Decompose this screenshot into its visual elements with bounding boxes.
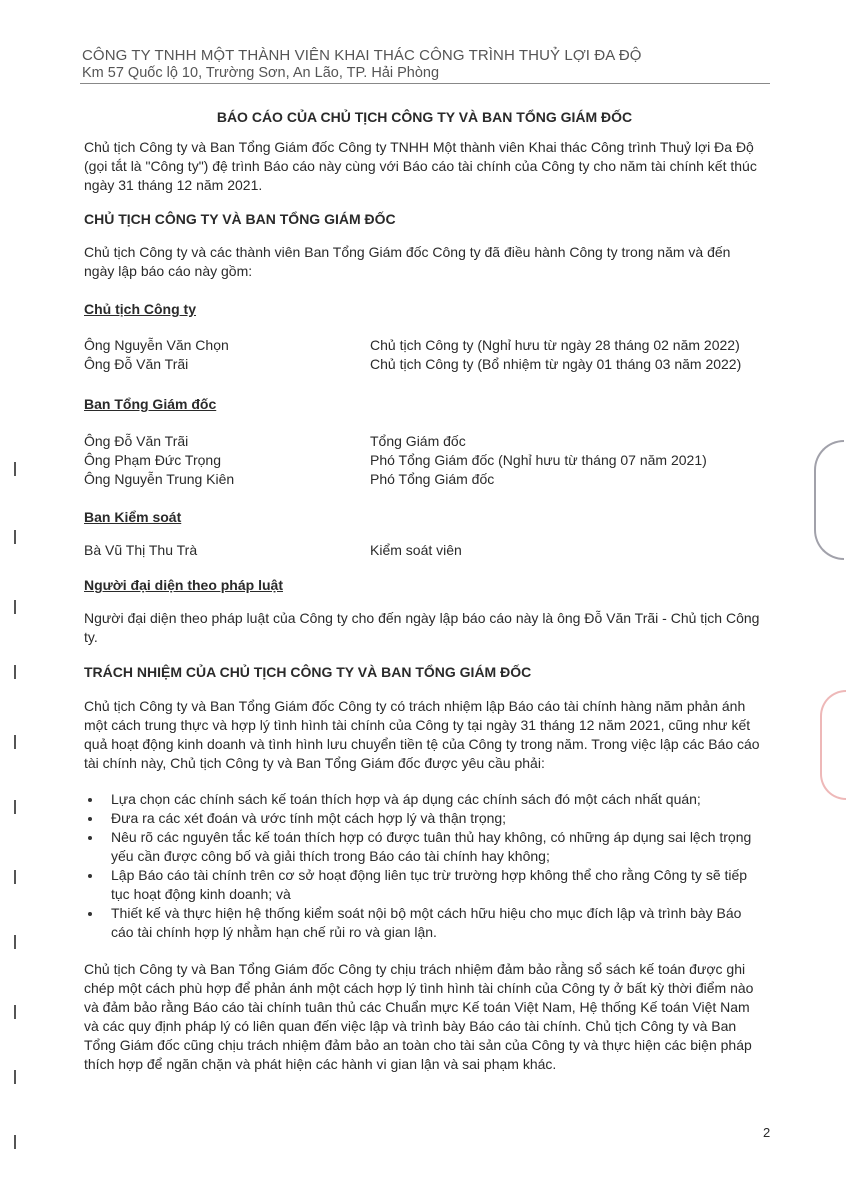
intro-paragraph bbox=[84, 138, 757, 195]
bullet-icon bbox=[88, 836, 92, 840]
scan-edge-mark bbox=[14, 870, 16, 884]
page-number: 2 bbox=[763, 1125, 771, 1140]
control-list bbox=[84, 541, 784, 560]
subheading-legal: Người đại diện theo pháp luật bbox=[84, 577, 283, 593]
subheading-chairman: Chủ tịch Công ty bbox=[84, 301, 196, 317]
text-line: thích hợp để ngăn chặn và phát hiện các hành vi gian lận và sai phạm khác. bbox=[84, 1056, 557, 1072]
member-name: Bà Vũ Thị Thu Trà bbox=[84, 542, 198, 558]
text-line: ngày 31 tháng 12 năm 2021. bbox=[84, 177, 263, 193]
member-role: Chủ tịch Công ty (Nghỉ hưu từ ngày 28 tháng 02 năm 2022) bbox=[370, 337, 740, 353]
subheading-control: Ban Kiểm soát bbox=[84, 509, 182, 525]
member-role: Chủ tịch Công ty (Bổ nhiệm từ ngày 01 tháng 03 năm 2022) bbox=[370, 356, 742, 372]
text-line: Đưa ra các xét đoán và ước tính một cách hợp lý và thận trọng; bbox=[111, 810, 507, 826]
legal-paragraph bbox=[84, 609, 759, 647]
text-line: Người đại diện theo pháp luật của Công ty cho đến ngày lập báo cáo này là ông Đỗ Văn Trãi - Chủ tịch Công bbox=[84, 610, 760, 626]
subheading-board: Ban Tổng Giám đốc bbox=[84, 396, 217, 412]
text-line: yếu cần được công bố và giải thích trong Báo cáo tài chính hay không; bbox=[111, 848, 550, 864]
text-line: quả hoạt động kinh doanh và tình hình lưu chuyển tiền tệ của Công ty trong năm. Trong việc lập các Báo cáo bbox=[84, 736, 760, 752]
member-name: Ông Nguyễn Trung Kiên bbox=[84, 471, 235, 487]
text-line: Chủ tịch Công ty và Ban Tổng Giám đốc Công ty chịu trách nhiệm đảm bảo rằng sổ sách kế toán được ghi bbox=[84, 961, 746, 977]
member-name: Ông Nguyễn Văn Chọn bbox=[84, 337, 229, 353]
text-line: Lập Báo cáo tài chính trên cơ sở hoạt động liên tục trừ trường hợp không thể cho rằng Công ty sẽ tiếp bbox=[111, 867, 748, 883]
text-line: chép một cách phù hợp để phản ánh một cách hợp lý tình hình tài chính của Công ty ở bất kỳ thời điểm nào bbox=[84, 980, 754, 996]
member-role: Tổng Giám đốc bbox=[370, 433, 466, 449]
text-line: Thiết kế và thực hiện hệ thống kiểm soát nội bộ một cách hữu hiệu cho mục đích lập và trình bày Báo bbox=[111, 905, 742, 921]
scan-edge-mark bbox=[14, 1135, 16, 1149]
company-name: CÔNG TY TNHH MỘT THÀNH VIÊN KHAI THÁC CÔNG TRÌNH THUỶ LỢI ĐA ĐỘ bbox=[82, 47, 642, 64]
requirements-list bbox=[84, 790, 751, 942]
responsibility-paragraph bbox=[84, 697, 760, 773]
scan-edge-mark bbox=[14, 1005, 16, 1019]
text-line: và các quy định pháp lý có liên quan đến việc lập và trình bày Báo cáo tài chính. Chủ tịch Công ty và Ban bbox=[84, 1018, 737, 1034]
text-line: Tổng Giám đốc cũng chịu trách nhiệm đảm bảo an toàn cho tài sản của Công ty và thực hiện các biện pháp bbox=[84, 1037, 752, 1053]
scan-edge-mark bbox=[14, 800, 16, 814]
report-title: BÁO CÁO CỦA CHỦ TỊCH CÔNG TY VÀ BAN TỔNG GIÁM ĐỐC bbox=[216, 109, 633, 125]
scan-edge-mark bbox=[14, 530, 16, 544]
member-name: Ông Phạm Đức Trọng bbox=[84, 452, 221, 468]
text-line: và đảm bảo rằng Báo cáo tài chính tuân thủ các Chuẩn mực Kế toán Việt Nam, Hệ thống Kế toán Việt Nam bbox=[84, 999, 750, 1015]
text-line: Chủ tịch Công ty và các thành viên Ban Tổng Giám đốc Công ty đã điều hành Công ty trong năm và đến bbox=[84, 244, 731, 260]
list-item bbox=[84, 904, 751, 942]
scan-edge-mark bbox=[14, 665, 16, 679]
header-divider bbox=[80, 83, 770, 84]
section-heading-responsibility: TRÁCH NHIỆM CỦA CHỦ TỊCH CÔNG TY VÀ BAN TỔNG GIÁM ĐỐC bbox=[84, 664, 532, 680]
scan-edge-mark bbox=[14, 935, 16, 949]
text-line: Nêu rõ các nguyên tắc kế toán thích hợp có được tuân thủ hay không, có những áp dụng sai lệch trọng bbox=[111, 829, 752, 845]
text-line: tục hoạt động kinh doanh; và bbox=[111, 886, 291, 902]
scan-edge-mark bbox=[14, 462, 16, 476]
section-heading-management: CHỦ TỊCH CÔNG TY VÀ BAN TỔNG GIÁM ĐỐC bbox=[84, 211, 396, 227]
text-line: Chủ tịch Công ty và Ban Tổng Giám đốc Công ty có trách nhiệm lập Báo cáo tài chính hàng năm phản ánh bbox=[84, 698, 746, 714]
text-line: ty. bbox=[84, 629, 98, 645]
chairman-list bbox=[84, 336, 784, 374]
scan-edge-mark bbox=[14, 735, 16, 749]
list-item bbox=[84, 828, 751, 866]
company-seal-stamp bbox=[814, 440, 844, 560]
text-line: Lựa chọn các chính sách kế toán thích hợp và áp dụng các chính sách đó một cách nhất quán; bbox=[111, 791, 701, 807]
member-row bbox=[84, 541, 784, 560]
red-seal-stamp bbox=[820, 690, 846, 800]
member-row bbox=[84, 336, 784, 355]
list-item bbox=[84, 809, 751, 828]
bullet-icon bbox=[88, 798, 92, 802]
scan-edge-mark bbox=[14, 600, 16, 614]
bullet-icon bbox=[88, 912, 92, 916]
scan-edge-mark bbox=[14, 1070, 16, 1084]
list-item bbox=[84, 866, 751, 904]
member-row bbox=[84, 451, 784, 470]
company-address: Km 57 Quốc lộ 10, Trường Sơn, An Lão, TP. Hải Phòng bbox=[82, 65, 440, 81]
text-line: cáo tài chính hợp lý nhằm hạn chế rủi ro và gian lận. bbox=[111, 924, 437, 940]
text-line: Chủ tịch Công ty và Ban Tổng Giám đốc Công ty TNHH Một thành viên Khai thác Công trình Thuỷ lợi Đa Độ bbox=[84, 139, 754, 155]
accounting-paragraph bbox=[84, 960, 753, 1074]
member-row bbox=[84, 470, 784, 489]
text-line: một cách trung thực và hợp lý tình hình tài chính của Công ty tại ngày 31 tháng 12 năm 2021, cũng như kết bbox=[84, 717, 751, 733]
member-role: Kiểm soát viên bbox=[370, 542, 462, 558]
board-list bbox=[84, 432, 784, 489]
text-line: ngày lập báo cáo này gồm: bbox=[84, 263, 253, 279]
member-role: Phó Tổng Giám đốc bbox=[370, 471, 495, 487]
list-item bbox=[84, 790, 751, 809]
member-row bbox=[84, 355, 784, 374]
member-name: Ông Đỗ Văn Trãi bbox=[84, 433, 189, 449]
member-row bbox=[84, 432, 784, 451]
bullet-icon bbox=[88, 874, 92, 878]
member-name: Ông Đỗ Văn Trãi bbox=[84, 356, 189, 372]
text-line: tài chính này, Chủ tịch Công ty và Ban Tổng Giám đốc được yêu cầu phải: bbox=[84, 755, 545, 771]
text-line: (gọi tắt là "Công ty") đệ trình Báo cáo này cùng với Báo cáo tài chính của Công ty cho năm tài chính kết thúc bbox=[84, 158, 757, 174]
management-paragraph bbox=[84, 243, 730, 281]
bullet-icon bbox=[88, 817, 92, 821]
member-role: Phó Tổng Giám đốc (Nghỉ hưu từ tháng 07 năm 2021) bbox=[370, 452, 707, 468]
